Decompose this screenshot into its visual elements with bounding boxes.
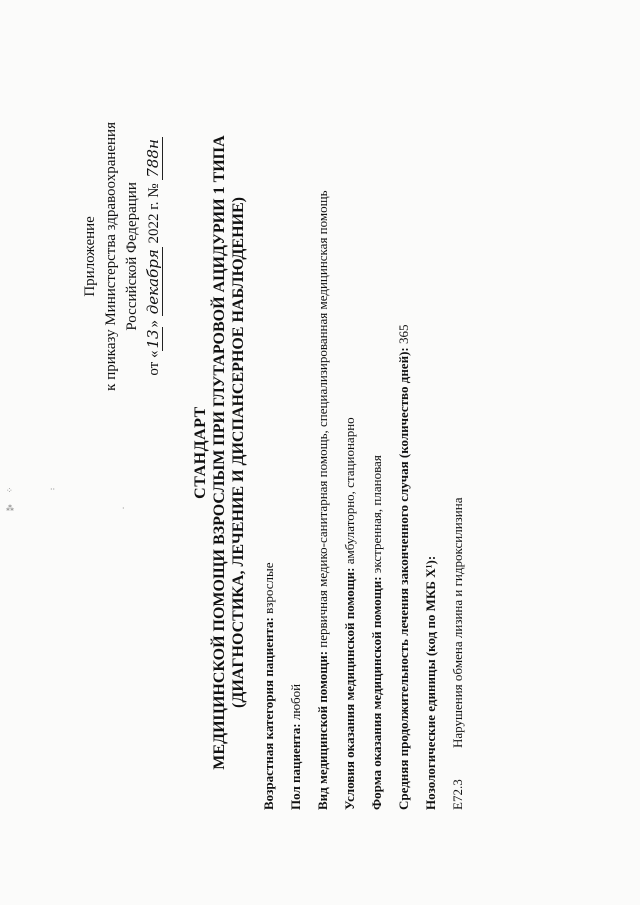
title-main: МЕДИЦИНСКОЙ ПОМОЩИ ВЗРОСЛЫМ ПРИ ГЛУТАРОВОЙ АЦИДУРИИ 1 ТИПА	[211, 135, 228, 770]
icd-row	[445, 50, 472, 810]
standard-fields	[256, 50, 472, 810]
icd-code: E72.3	[450, 779, 465, 810]
field-label: Условия оказания медицинской помощи:	[342, 567, 357, 810]
order-number: 788н	[144, 139, 162, 178]
annex-title: Приложение	[82, 216, 98, 297]
field-value: первичная медико-санитарная помощь, специализированная медицинская помощь	[315, 190, 330, 651]
field-nosological-units	[418, 50, 445, 810]
field-value: 365	[396, 324, 411, 348]
field-sex	[283, 50, 310, 810]
field-value: взрослые	[261, 562, 276, 618]
field-label: Вид медицинской помощи:	[315, 650, 330, 810]
field-label: Нозологические единицы (код по МКБ X¹):	[423, 555, 438, 810]
title-standard: СТАНДАРТ	[192, 406, 209, 499]
field-label: Форма оказания медицинской помощи:	[369, 576, 384, 810]
title-sub: (ДИАГНОСТИКА, ЛЕЧЕНИЕ И ДИСПАНСЕРНОЕ НАБЛЮДЕНИЕ)	[230, 197, 247, 708]
field-label: Средняя продолжительность лечения законченного случая (количество дней):	[396, 347, 411, 810]
field-label: Возрастная категория пациента:	[261, 617, 276, 810]
icd-name: Нарушения обмена лизина и гидроксилизина	[450, 497, 465, 748]
field-value: амбулаторно, стационарно	[342, 417, 357, 568]
field-care-conditions	[337, 50, 364, 810]
annex-country-line: Российской Федерации	[124, 182, 140, 331]
date-prefix: от «	[146, 350, 162, 376]
scan-speck: ⁘	[6, 486, 13, 495]
standard-title	[191, 0, 248, 905]
scan-speck: ··	[50, 485, 56, 494]
annex-date-line	[143, 122, 165, 391]
field-value: любой	[288, 683, 303, 724]
scan-speck: ⁂	[6, 504, 14, 513]
date-day: 13	[144, 329, 162, 349]
date-month: декабря	[144, 249, 162, 315]
annex-order-line: к приказу Министерства здравоохранения	[103, 122, 119, 391]
date-year: 2022 г. №	[146, 183, 162, 244]
field-age-category	[256, 50, 283, 810]
field-care-form	[364, 50, 391, 810]
scan-speck: ·	[122, 504, 125, 513]
field-care-type	[310, 50, 337, 810]
date-mid: »	[146, 319, 162, 328]
field-label: Пол пациента:	[288, 723, 303, 810]
field-value: экстренная, плановая	[369, 455, 384, 577]
annex-block	[80, 0, 165, 905]
field-treatment-duration	[391, 50, 418, 810]
